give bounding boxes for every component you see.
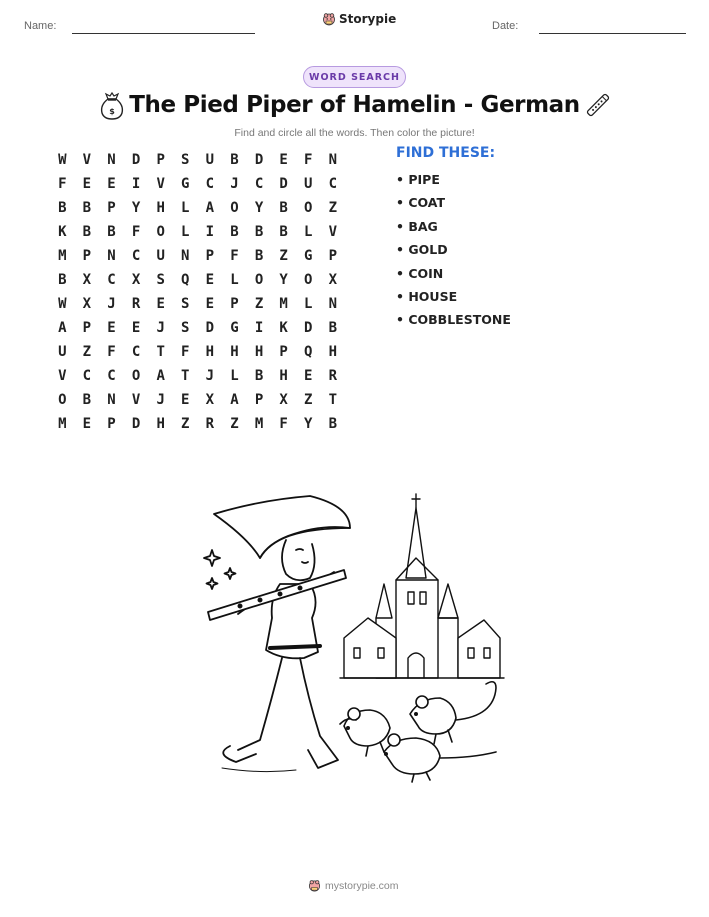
grid-cell[interactable]: B xyxy=(58,272,67,288)
grid-cell[interactable]: V xyxy=(328,224,338,240)
grid-cell[interactable]: K xyxy=(279,320,288,336)
grid-cell[interactable]: D xyxy=(279,176,288,192)
grid-cell[interactable]: E xyxy=(181,392,190,408)
grid-cell[interactable]: R xyxy=(131,296,141,312)
grid-row xyxy=(50,316,345,340)
grid-cell[interactable]: A xyxy=(156,368,165,384)
grid-cell[interactable]: P xyxy=(205,248,215,264)
word-search-badge: WORD SEARCH xyxy=(303,66,406,88)
grid-cell[interactable]: A xyxy=(230,392,239,408)
grid-cell[interactable]: Z xyxy=(304,392,313,408)
grid-cell[interactable]: B xyxy=(82,224,92,240)
grid-cell[interactable]: B xyxy=(82,200,92,216)
grid-cell[interactable]: B xyxy=(279,200,288,216)
word-item: • PIPE xyxy=(396,172,440,187)
grid-cell[interactable]: F xyxy=(181,344,190,360)
grid-cell[interactable]: E xyxy=(156,296,165,312)
storypie-logo-icon xyxy=(322,12,336,26)
grid-cell[interactable]: E xyxy=(279,152,288,168)
grid-cell[interactable]: X xyxy=(328,272,338,288)
brand xyxy=(322,12,396,26)
grid-cell[interactable]: L xyxy=(230,272,239,288)
grid-cell[interactable]: O xyxy=(304,272,313,288)
grid-cell[interactable]: B xyxy=(254,224,264,240)
grid-cell[interactable]: Z xyxy=(328,200,338,216)
grid-cell[interactable]: C xyxy=(131,344,141,360)
grid-cell[interactable]: E xyxy=(107,320,116,336)
grid-cell[interactable]: L xyxy=(181,200,190,216)
grid-cell[interactable]: E xyxy=(131,320,141,336)
grid-cell[interactable]: G xyxy=(304,248,313,264)
grid-cell[interactable]: M xyxy=(279,296,288,312)
grid-cell[interactable]: Z xyxy=(254,296,264,312)
grid-cell[interactable]: L xyxy=(304,296,313,312)
grid-cell[interactable]: B xyxy=(328,320,338,336)
grid-cell[interactable]: E xyxy=(304,368,313,384)
grid-cell[interactable]: D xyxy=(131,416,141,432)
grid-cell[interactable]: X xyxy=(205,392,215,408)
hat xyxy=(214,496,350,558)
grid-cell[interactable]: H xyxy=(254,344,264,360)
grid-cell[interactable]: M xyxy=(58,416,67,432)
grid-cell[interactable]: I xyxy=(205,224,215,240)
pied-piper-illustration[interactable] xyxy=(200,488,510,788)
grid-cell[interactable]: X xyxy=(131,272,141,288)
grid-cell[interactable]: D xyxy=(131,152,141,168)
grid-cell[interactable]: V xyxy=(131,392,141,408)
grid-cell[interactable]: N xyxy=(107,392,116,408)
mice xyxy=(340,682,496,782)
grid-cell[interactable]: N xyxy=(328,152,338,168)
grid-cell[interactable]: F xyxy=(58,176,67,192)
grid-cell[interactable]: L xyxy=(304,224,313,240)
grid-cell[interactable]: C xyxy=(328,176,338,192)
grid-cell[interactable]: D xyxy=(304,320,313,336)
grid-row xyxy=(50,412,345,436)
word-list xyxy=(396,172,511,336)
grid-cell[interactable]: U xyxy=(304,176,313,192)
grid-cell[interactable]: Q xyxy=(181,272,190,288)
grid-cell[interactable]: F xyxy=(279,416,288,432)
grid-cell[interactable]: E xyxy=(82,176,92,192)
grid-cell[interactable]: H xyxy=(328,344,338,360)
page-title: The Pied Piper of Hamelin - German xyxy=(129,92,580,118)
grid-row xyxy=(50,268,345,292)
grid-cell[interactable]: B xyxy=(254,368,264,384)
grid-cell[interactable]: F xyxy=(230,248,239,264)
grid-cell[interactable]: N xyxy=(328,296,338,312)
grid-cell[interactable]: Y xyxy=(279,272,288,288)
brand-name: Storypie xyxy=(339,12,397,26)
grid-cell[interactable]: C xyxy=(107,368,116,384)
grid-cell[interactable]: B xyxy=(58,200,67,216)
grid-cell[interactable]: O xyxy=(58,392,67,408)
svg-text:$: $ xyxy=(109,107,115,116)
grid-cell[interactable]: B xyxy=(230,224,239,240)
grid-cell[interactable]: A xyxy=(205,200,215,216)
word-item: • COBBLESTONE xyxy=(396,312,511,328)
grid-cell[interactable]: C xyxy=(205,176,215,192)
grid-cell[interactable]: Z xyxy=(230,416,239,432)
grid-cell[interactable]: Y xyxy=(254,200,264,216)
grid-cell[interactable]: U xyxy=(58,344,67,360)
grid-cell[interactable]: O xyxy=(230,200,239,216)
grid-cell[interactable]: I xyxy=(131,176,141,192)
grid-row xyxy=(50,364,345,388)
grid-cell[interactable]: O xyxy=(131,368,141,384)
grid-cell[interactable]: F xyxy=(304,152,313,168)
grid-cell[interactable]: B xyxy=(107,224,116,240)
grid-cell[interactable]: Y xyxy=(131,200,141,216)
grid-cell[interactable]: F xyxy=(131,224,141,240)
grid-cell[interactable]: B xyxy=(230,152,239,168)
grid-row xyxy=(50,220,345,244)
grid-cell[interactable]: J xyxy=(156,392,165,408)
grid-cell[interactable]: H xyxy=(156,416,165,432)
grid-row xyxy=(50,172,345,196)
grid-cell[interactable]: T xyxy=(328,392,338,408)
grid-cell[interactable]: S xyxy=(181,320,190,336)
grid-cell[interactable]: C xyxy=(107,272,116,288)
grid-cell[interactable]: W xyxy=(58,296,67,312)
grid-cell[interactable]: Z xyxy=(82,344,92,360)
town-buildings xyxy=(340,494,504,678)
grid-cell[interactable]: P xyxy=(156,152,165,168)
grid-cell[interactable]: J xyxy=(230,176,239,192)
grid-cell[interactable]: X xyxy=(82,272,92,288)
grid-cell[interactable]: R xyxy=(205,416,215,432)
grid-cell[interactable]: H xyxy=(279,368,288,384)
date-label: Date: xyxy=(492,20,519,32)
grid-cell[interactable]: N xyxy=(107,152,116,168)
grid-cell[interactable]: T xyxy=(156,344,165,360)
grid-cell[interactable]: O xyxy=(254,272,264,288)
grid-cell[interactable]: B xyxy=(279,224,288,240)
date-line[interactable] xyxy=(539,33,686,34)
grid-cell[interactable]: S xyxy=(181,296,190,312)
grid-cell[interactable]: H xyxy=(205,344,215,360)
find-these-heading: FIND THESE: xyxy=(396,145,496,161)
grid-cell[interactable]: M xyxy=(58,248,67,264)
grid-row xyxy=(50,196,345,220)
grid-cell[interactable]: D xyxy=(254,152,264,168)
grid-cell[interactable]: T xyxy=(181,368,190,384)
grid-cell[interactable]: G xyxy=(181,176,190,192)
grid-cell[interactable]: V xyxy=(58,368,67,384)
grid-row xyxy=(50,388,345,412)
footer-url[interactable]: mystorypie.com xyxy=(325,879,399,892)
grid-cell[interactable]: V xyxy=(82,152,92,168)
grid-cell[interactable]: G xyxy=(230,320,239,336)
grid-cell[interactable]: J xyxy=(156,320,165,336)
grid-cell[interactable]: J xyxy=(107,296,116,312)
grid-cell[interactable]: B xyxy=(328,416,338,432)
word-item: • COIN xyxy=(396,265,444,281)
word-item: • COAT xyxy=(396,195,446,211)
grid-cell[interactable]: X xyxy=(279,392,288,408)
grid-cell[interactable]: Y xyxy=(304,416,313,432)
grid-cell[interactable]: C xyxy=(131,248,141,264)
grid-cell[interactable]: P xyxy=(107,416,116,432)
grid-cell[interactable]: W xyxy=(58,152,67,168)
grid-cell[interactable]: H xyxy=(230,344,239,360)
grid-row xyxy=(50,148,345,172)
grid-cell[interactable]: D xyxy=(205,320,215,336)
name-label: Name: xyxy=(24,20,57,32)
grid-cell[interactable]: L xyxy=(230,368,239,384)
grid-cell[interactable]: O xyxy=(156,224,165,240)
grid-cell[interactable]: P xyxy=(107,200,116,216)
grid-cell[interactable]: S xyxy=(181,152,190,168)
grid-row xyxy=(50,244,345,268)
word-item: • HOUSE xyxy=(396,288,458,304)
grid-cell[interactable]: P xyxy=(328,248,338,264)
letter-grid[interactable] xyxy=(50,148,345,436)
grid-row xyxy=(50,292,345,316)
grid-cell[interactable]: P xyxy=(82,248,92,264)
grid-cell[interactable]: O xyxy=(304,200,313,216)
grid-cell[interactable]: P xyxy=(82,320,92,336)
grid-cell[interactable]: P xyxy=(230,296,239,312)
word-item: • BAG xyxy=(396,218,438,234)
grid-cell[interactable]: N xyxy=(107,248,116,264)
grid-cell[interactable]: C xyxy=(82,368,92,384)
storypie-logo-icon xyxy=(308,879,321,892)
grid-row xyxy=(50,340,345,364)
word-item: • GOLD xyxy=(396,242,448,258)
grid-cell[interactable]: S xyxy=(156,272,165,288)
flute-icon xyxy=(584,90,612,120)
grid-cell[interactable]: I xyxy=(254,320,264,336)
grid-cell[interactable]: Z xyxy=(279,248,288,264)
grid-cell[interactable]: L xyxy=(181,224,190,240)
grid-cell[interactable]: B xyxy=(82,392,92,408)
grid-cell[interactable]: F xyxy=(107,344,116,360)
grid-cell[interactable]: P xyxy=(279,344,288,360)
footer xyxy=(308,879,399,892)
grid-cell[interactable]: E xyxy=(205,296,215,312)
instructions: Find and circle all the words. Then color the picture! xyxy=(234,127,475,139)
grid-cell[interactable]: Z xyxy=(181,416,190,432)
grid-cell[interactable]: P xyxy=(254,392,264,408)
grid-cell[interactable]: E xyxy=(205,272,215,288)
piper-face xyxy=(282,540,315,580)
grid-cell[interactable]: U xyxy=(205,152,215,168)
grid-cell[interactable]: E xyxy=(107,176,116,192)
grid-cell[interactable]: E xyxy=(82,416,92,432)
grid-cell[interactable]: N xyxy=(181,248,190,264)
grid-cell[interactable]: U xyxy=(156,248,165,264)
grid-cell[interactable]: V xyxy=(156,176,165,192)
grid-cell[interactable]: Q xyxy=(304,344,313,360)
grid-cell[interactable]: H xyxy=(156,200,165,216)
grid-cell[interactable]: J xyxy=(205,368,215,384)
grid-cell[interactable]: A xyxy=(58,320,67,336)
grid-cell[interactable]: K xyxy=(58,224,67,240)
grid-cell[interactable]: M xyxy=(254,416,264,432)
grid-cell[interactable]: X xyxy=(82,296,92,312)
name-line[interactable] xyxy=(72,33,255,34)
grid-cell[interactable]: R xyxy=(328,368,338,384)
grid-cell[interactable]: C xyxy=(254,176,264,192)
grid-cell[interactable]: B xyxy=(254,248,264,264)
